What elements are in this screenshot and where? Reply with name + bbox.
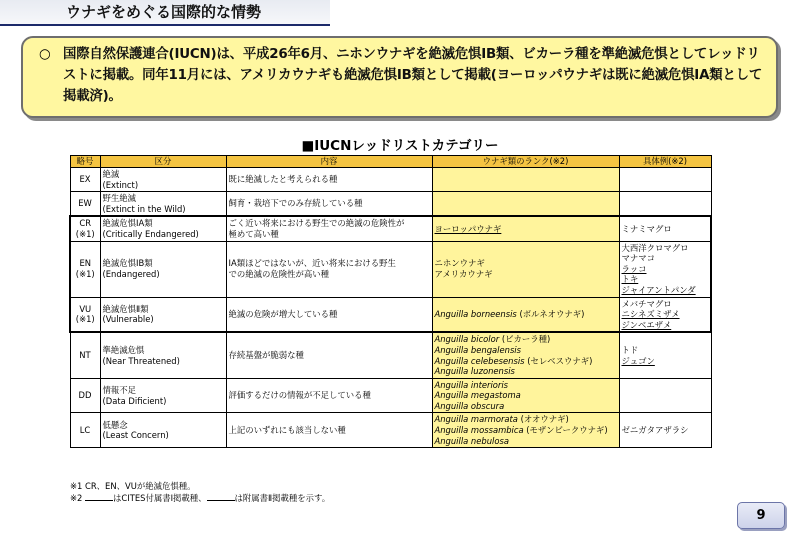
header-category: 区分 (100, 156, 226, 168)
eel-rank-cell (432, 297, 619, 332)
examples-cell (619, 413, 711, 448)
eel-rank-line (435, 334, 617, 345)
header-code: 略号 (70, 156, 100, 168)
eel-rank-cell (432, 332, 619, 378)
code-line: EN (79, 258, 92, 269)
description-line: 既に絶滅したと考えられる種 (228, 174, 338, 185)
code-line: (※1) (75, 269, 95, 280)
latin-name: Anguilla nebulosa (434, 435, 509, 446)
category-line: 絶滅危惧ⅠB類 (102, 258, 153, 269)
code-cell (70, 216, 100, 241)
code-line: (※1) (75, 314, 95, 325)
code-cell (70, 378, 100, 413)
description-cell (226, 241, 432, 297)
code-cell (70, 413, 100, 448)
latin-name: Anguilla mossambica (434, 425, 524, 436)
code-line: DD (78, 390, 92, 401)
category-cell (100, 378, 226, 413)
examples-line: トキ (621, 274, 639, 285)
code-line: VU (79, 303, 92, 314)
code-cell (70, 332, 100, 378)
category-line: (Endangered) (102, 269, 160, 280)
red-list-table (69, 155, 712, 448)
table-row (70, 413, 711, 448)
table-row (70, 378, 711, 413)
table-row (70, 216, 711, 241)
eel-rank-cell (432, 168, 619, 192)
latin-name: Anguilla megastoma (434, 390, 521, 401)
category-line: (Least Concern) (102, 430, 169, 441)
table-row (70, 168, 711, 192)
eel-rank-cell (432, 216, 619, 241)
description-line: 極めて高い種 (228, 228, 279, 239)
red-list-table-container (69, 155, 710, 448)
category-line: 低懸念 (102, 419, 128, 430)
examples-cell (619, 241, 711, 297)
footnote-blank-2 (207, 500, 235, 501)
common-name: (セレベスウナギ) (524, 355, 593, 366)
code-cell (70, 297, 100, 332)
examples-cell (619, 332, 711, 378)
category-line: 準絶滅危惧 (102, 344, 145, 355)
examples-cell (619, 216, 711, 241)
latin-name: Anguilla celebesensis (434, 355, 525, 366)
description-line: での絶滅の危険性が高い種 (228, 269, 329, 280)
code-line: NT (79, 350, 91, 361)
code-line: (※1) (75, 228, 95, 239)
description-cell (226, 216, 432, 241)
description-line: 存続基盤が脆弱な種 (228, 350, 304, 361)
eel-rank-cell (432, 378, 619, 413)
examples-line: 大西洋クロマグロ (621, 242, 689, 253)
examples-cell (619, 378, 711, 413)
category-cell (100, 216, 226, 241)
latin-name: Anguilla obscura (434, 400, 505, 411)
category-line: (Data Dificient) (102, 395, 167, 406)
description-cell (226, 297, 432, 332)
eel-rank-line (435, 345, 617, 356)
eel-rank-line (435, 356, 617, 367)
eel-rank-line (435, 366, 617, 377)
category-line: (Near Threatened) (102, 355, 180, 366)
category-cell (100, 241, 226, 297)
description-cell (226, 192, 432, 217)
code-cell (70, 168, 100, 192)
latin-name: Anguilla marmorata (434, 414, 518, 425)
header-description: 内容 (226, 156, 432, 168)
eel-rank-line: アメリカウナギ (434, 269, 493, 280)
table-header-row (70, 156, 711, 168)
latin-name: Anguilla bicolor (434, 334, 500, 345)
code-line: EW (78, 198, 92, 209)
eel-rank-line (435, 414, 617, 425)
eel-rank-line (435, 425, 617, 436)
common-name: (モザンビークウナギ) (523, 425, 608, 436)
footnote-2-end: は附属書Ⅱ掲載種を示す。 (234, 493, 331, 503)
footnote-1: ※1 CR、EN、VUが絶滅危惧種。 (70, 481, 196, 491)
examples-line: メバチマグロ (621, 298, 672, 309)
examples-line: ラッコ (621, 263, 647, 274)
description-line: ⅠA類ほどではないが、近い将来における野生 (228, 258, 396, 269)
eel-rank-cell (432, 241, 619, 297)
eel-rank-line (435, 390, 617, 401)
table-row (70, 297, 711, 332)
page-number: 9 (737, 502, 785, 529)
footnote-2 (70, 492, 330, 504)
examples-cell (619, 192, 711, 217)
common-name: (ボルネオウナギ) (516, 309, 585, 320)
category-cell (100, 168, 226, 192)
footnote-2-mid: はCITES付属書Ⅰ掲載種、 (113, 493, 207, 503)
table-title: ■IUCNレッドリストカテゴリー (301, 138, 499, 154)
latin-name: Anguilla borneensis (434, 309, 517, 320)
examples-line: ジャイアントパンダ (621, 284, 696, 295)
examples-line: ミナミマグロ (621, 223, 672, 234)
summary-callout (21, 36, 778, 118)
description-line: ごく近い将来における野生での絶滅の危険性が (228, 218, 405, 229)
code-line: LC (79, 425, 91, 436)
table-row (70, 241, 711, 297)
description-cell (226, 168, 432, 192)
latin-name: Anguilla interioris (434, 379, 509, 390)
examples-line: ゼニガタアザラシ (621, 425, 689, 436)
category-line: (Vulnerable) (102, 314, 154, 325)
description-line: 上記のいずれにも該当しない種 (228, 425, 346, 436)
eel-rank-line (435, 401, 617, 412)
examples-line: トド (621, 344, 639, 355)
footnote-2-prefix: ※2 (70, 493, 83, 503)
common-name: (オオウナギ) (517, 414, 569, 425)
category-line: (Critically Endangered) (102, 228, 199, 239)
category-line: (Extinct) (102, 179, 139, 190)
category-line: 絶滅危惧ⅠA類 (102, 218, 153, 229)
eel-rank-line: ヨーロッパウナギ (434, 223, 502, 234)
category-cell (100, 297, 226, 332)
footnote-blank-1 (85, 500, 113, 501)
description-cell (226, 378, 432, 413)
examples-line: ジュゴン (621, 355, 655, 366)
latin-name: Anguilla bengalensis (434, 344, 522, 355)
examples-cell (619, 168, 711, 192)
category-line: 絶滅危惧Ⅱ類 (102, 303, 149, 314)
eel-rank-line (435, 380, 617, 391)
category-line: 野生絶滅 (102, 193, 136, 204)
code-line: EX (79, 174, 91, 185)
header-examples: 具体例(※2) (619, 156, 711, 168)
examples-line: ニシネズミザメ (621, 309, 680, 320)
description-line: 飼育・栽培下でのみ存続している種 (228, 198, 363, 209)
category-line: 情報不足 (102, 384, 136, 395)
code-cell (70, 192, 100, 217)
summary-text: 国際自然保護連合(IUCN)は、平成26年6月、ニホンウナギを絶滅危惧IB類、ビカーラ種を準絶滅危惧としてレッドリストに掲載。同年11月には、アメリカウナギも絶滅危惧IB類として掲載(ヨーロッパウナギは既に絶滅危惧IA類として掲載済)。 (63, 47, 763, 104)
description-line: 評価するだけの情報が不足している種 (228, 390, 371, 401)
eel-rank-line (435, 436, 617, 447)
footnotes (70, 480, 330, 504)
eel-rank-line (435, 309, 617, 320)
category-line: 絶滅 (102, 169, 120, 179)
category-line: (Extinct in the Wild) (102, 203, 186, 214)
examples-cell (619, 297, 711, 332)
examples-line: マナマコ (621, 253, 655, 264)
table-row (70, 192, 711, 217)
header-eel-rank: ウナギ類のランク(※2) (432, 156, 619, 168)
eel-rank-cell (432, 413, 619, 448)
description-line: 絶滅の危険が増大している種 (228, 309, 338, 320)
description-cell (226, 413, 432, 448)
bullet-circle-icon: ○ (39, 47, 51, 62)
code-line: CR (79, 218, 92, 229)
latin-name: Anguilla luzonensis (434, 366, 515, 377)
code-cell (70, 241, 100, 297)
page-title: ウナギをめぐる国際的な情勢 (0, 0, 330, 26)
category-cell (100, 413, 226, 448)
examples-line: ジンベエザメ (621, 319, 672, 330)
eel-rank-cell (432, 192, 619, 217)
eel-rank-line: ニホンウナギ (434, 258, 485, 269)
table-row (70, 332, 711, 378)
category-cell (100, 192, 226, 217)
description-cell (226, 332, 432, 378)
category-cell (100, 332, 226, 378)
common-name: (ビカーラ種) (499, 334, 551, 345)
